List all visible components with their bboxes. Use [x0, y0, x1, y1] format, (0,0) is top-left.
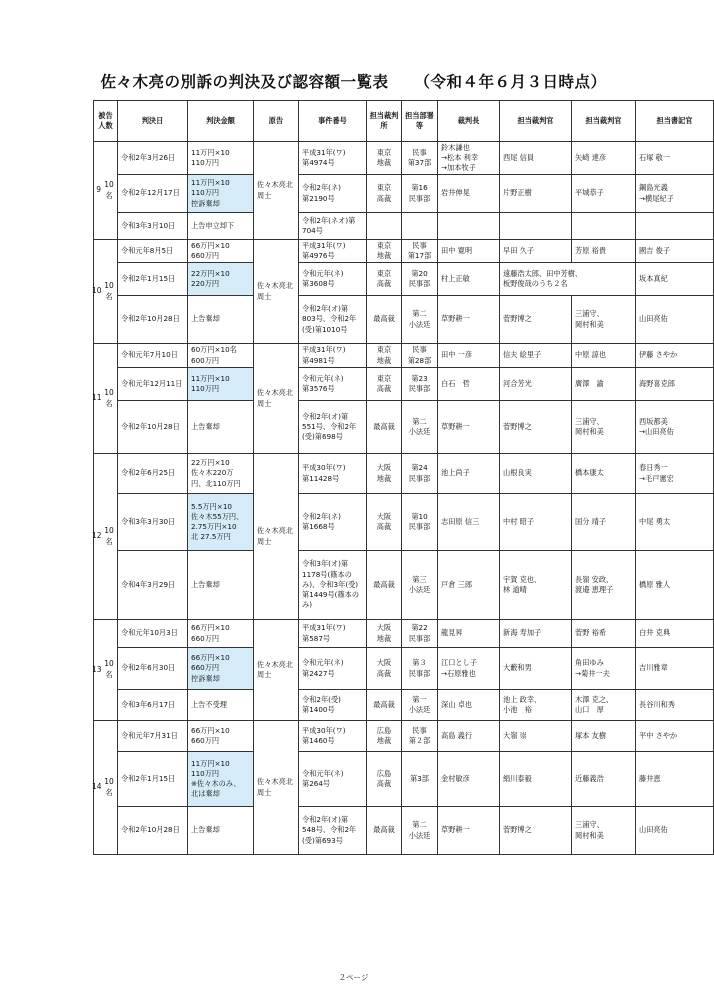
judgment-amount: 66万円×10 660万円 控訴棄却 [188, 648, 254, 690]
department: 第３ 民事部 [402, 648, 438, 690]
associate-judge-2: 中原 諒也 [572, 344, 636, 368]
case-number: 平成31年(ワ) 第587号 [299, 620, 367, 648]
plaintiff: 佐々木亮北周士 [254, 344, 299, 454]
judgment-date: 令和元年7月31日 [118, 721, 188, 752]
chief-judge [438, 213, 500, 240]
judgment-date: 令和3年3月30日 [118, 494, 188, 551]
judgment-amount: 5.5万円×10 佐々木55万円、 2.75万円×10 北 27.5万円 [188, 494, 254, 551]
case-number: 令和2年(オ)第 803号、令和2年 (受)第1010号 [299, 296, 367, 344]
judgment-date: 令和元年7月10日 [118, 344, 188, 368]
table-row [94, 721, 714, 752]
judgment-date: 令和元年12月11日 [118, 368, 188, 401]
associate-judge-1: 池上 政幸、 小池 裕 [500, 690, 572, 721]
chief-judge: 戸倉 三郎 [438, 551, 500, 620]
judgment-date: 令和3年3月10日 [118, 213, 188, 240]
court-clerk: 伊藤 さやか [636, 344, 714, 368]
group-number: 11 [92, 393, 102, 403]
header-court: 担当裁判所 [367, 101, 402, 142]
judgment-date: 令和2年10月28日 [118, 296, 188, 344]
defendant-count-cell [94, 344, 118, 454]
associate-judge-1: 早田 久子 [500, 240, 572, 263]
judgment-amount: 11万円×10 110万円 [188, 368, 254, 401]
chief-judge: 草野耕一 [438, 807, 500, 855]
judgment-date: 令和2年6月25日 [118, 454, 188, 494]
associate-judge-2: 芳原 裕貴 [572, 240, 636, 263]
case-number: 令和元年(ネ) 第3608号 [299, 263, 367, 296]
associate-judge-2: 平城恭子 [572, 175, 636, 213]
associate-judge-2: 矢崎 達彦 [572, 142, 636, 175]
judgment-amount: 60万円×10名 600万円 [188, 344, 254, 368]
table-row [94, 752, 714, 807]
table-row [94, 368, 714, 401]
department: 民事 第17部 [402, 240, 438, 263]
table-row [94, 807, 714, 855]
associate-judge-2: 近藤義浩 [572, 752, 636, 807]
table-row [94, 620, 714, 648]
court-clerk: 藤井恵 [636, 752, 714, 807]
court: 最高裁 [367, 296, 402, 344]
header-clerk: 担当書記官 [636, 101, 714, 142]
court: 東京 高裁 [367, 175, 402, 213]
court-clerk: 鋼島光義 →横尾紀子 [636, 175, 714, 213]
judgment-date: 令和元年10月3日 [118, 620, 188, 648]
court-clerk: 白井 克典 [636, 620, 714, 648]
court: 広島 地裁 [367, 721, 402, 752]
header-department: 担当部署等 [402, 101, 438, 142]
judgment-amount: 66万円×10 660万円 [188, 240, 254, 263]
department: 第24 民事部 [402, 454, 438, 494]
case-number: 令和元年(ネ) 第3576号 [299, 368, 367, 401]
chief-judge: 龍見昇 [438, 620, 500, 648]
department: 民事 第28部 [402, 344, 438, 368]
chief-judge: 金村敏彦 [438, 752, 500, 807]
case-number: 令和2年(ネオ)第 704号 [299, 213, 367, 240]
chief-judge: 鈴木謙也 →松本 利幸 →加本牧子 [438, 142, 500, 175]
department: 第3部 [402, 752, 438, 807]
court-clerk: 坂本真紀 [636, 263, 714, 296]
judgment-date: 令和2年10月28日 [118, 807, 188, 855]
table-row [94, 296, 714, 344]
department: 第二 小法廷 [402, 296, 438, 344]
chief-judge: 江口とし子 →石原雅也 [438, 648, 500, 690]
defendant-count: 10名 [104, 179, 114, 200]
department: 民事 第２部 [402, 721, 438, 752]
header-row [94, 101, 714, 142]
chief-judge: 村上正敏 [438, 263, 500, 296]
associate-judge-1: 菅野博之 [500, 807, 572, 855]
table-row [94, 454, 714, 494]
plaintiff: 佐々木亮北周士 [254, 454, 299, 620]
associate-judge-1: 宇賀 克也、 林 道晴 [500, 551, 572, 620]
judgment-amount: 11万円×10 110万円 控訴棄却 [188, 175, 254, 213]
department: 第10 民事部 [402, 494, 438, 551]
associate-judge-1: 絹川泰毅 [500, 752, 572, 807]
plaintiff: 佐々木亮北周士 [254, 142, 299, 240]
defendant-count-cell [94, 142, 118, 240]
judgment-amount: 22万円×10 220万円 [188, 263, 254, 296]
associate-judge-1: 新海 寿加子 [500, 620, 572, 648]
judgment-amount: 上告申立却下 [188, 213, 254, 240]
department: 第三 小法廷 [402, 551, 438, 620]
table-row [94, 213, 714, 240]
court-clerk: 春日秀一 →毛戸憲宏 [636, 454, 714, 494]
table-row [94, 263, 714, 296]
court: 大阪 地裁 [367, 620, 402, 648]
table-row [94, 240, 714, 263]
associate-judge-1: 菅野博之 [500, 401, 572, 454]
case-number: 平成31年(ワ) 第4981号 [299, 344, 367, 368]
department: 第16 民事部 [402, 175, 438, 213]
court: 最高裁 [367, 401, 402, 454]
department: 第22 民事部 [402, 620, 438, 648]
header-date: 判決日 [118, 101, 188, 142]
court-clerk: 西坂都美 →山田亮佑 [636, 401, 714, 454]
case-number: 平成31年(ワ) 第4976号 [299, 240, 367, 263]
defendant-count-cell [94, 240, 118, 344]
court: 大阪 高裁 [367, 648, 402, 690]
associate-judge-2: 角田ゆみ →菊井一夫 [572, 648, 636, 690]
chief-judge: 高島 義行 [438, 721, 500, 752]
defendant-count-cell [94, 454, 118, 620]
table-row [94, 344, 714, 368]
associate-judge-2: 三浦守、 岡村和美 [572, 401, 636, 454]
case-number: 令和元年(ネ) 第264号 [299, 752, 367, 807]
header-chief-judge: 裁判長 [438, 101, 500, 142]
case-number: 平成30年(ワ) 第1460号 [299, 721, 367, 752]
case-number: 令和2年(ネ) 第1668号 [299, 494, 367, 551]
judgment-date: 令和2年12月17日 [118, 175, 188, 213]
judgment-date: 令和元年8月5日 [118, 240, 188, 263]
judgment-amount: 11万円×10 110万円 [188, 142, 254, 175]
group-number: 9 [96, 185, 101, 195]
judgment-amount: 66万円×10 660万円 [188, 721, 254, 752]
defendant-count: 10名 [104, 525, 114, 546]
table-row [94, 142, 714, 175]
defendant-count: 10名 [104, 280, 114, 301]
associate-judge-1: 西尾 信員 [500, 142, 572, 175]
court: 東京 高裁 [367, 368, 402, 401]
court: 東京 地裁 [367, 344, 402, 368]
associate-judge-1: 山根良実 [500, 454, 572, 494]
court-clerk: 海野喜克郎 [636, 368, 714, 401]
group-number: 14 [92, 782, 102, 792]
case-number: 令和2年(受) 第1400号 [299, 690, 367, 721]
court-clerk: 長谷川和秀 [636, 690, 714, 721]
plaintiff: 佐々木亮北周士 [254, 240, 299, 344]
table-row [94, 401, 714, 454]
associate-judges: 遠藤浩太郎、田中芳樹、 板野俊哉のうち２名 [500, 263, 636, 296]
associate-judge-2: 三浦守、 岡村和美 [572, 296, 636, 344]
court-clerk: 山田亮佑 [636, 807, 714, 855]
chief-judge: 志田原 信三 [438, 494, 500, 551]
court: 広島 高裁 [367, 752, 402, 807]
court-clerk: 國吉 俊子 [636, 240, 714, 263]
case-number: 令和2年(ネ) 第2190号 [299, 175, 367, 213]
court: 最高裁 [367, 690, 402, 721]
defendant-count-cell [94, 721, 118, 855]
plaintiff: 佐々木亮北周士 [254, 721, 299, 855]
chief-judge: 田中 一彦 [438, 344, 500, 368]
case-number: 平成30年(ワ) 第11428号 [299, 454, 367, 494]
department [402, 213, 438, 240]
court-clerk: 中尾 勇太 [636, 494, 714, 551]
court: 大阪 高裁 [367, 494, 402, 551]
title-date: （令和４年６月３日時点） [414, 73, 607, 91]
chief-judge: 深山 卓也 [438, 690, 500, 721]
associate-judge-1: 大藪和男 [500, 648, 572, 690]
judgment-date: 令和3年6月17日 [118, 690, 188, 721]
associate-judge-2: 橋本康太 [572, 454, 636, 494]
chief-judge: 田中 寛明 [438, 240, 500, 263]
judgment-amount: 22万円×10 佐々木220万 円、北110万円 [188, 454, 254, 494]
court-clerk: 橋原 雅人 [636, 551, 714, 620]
judgment-amount: 上告棄却 [188, 551, 254, 620]
case-number: 令和2年(オ)第 551号、令和2年 (受)第698号 [299, 401, 367, 454]
associate-judge-1 [500, 213, 572, 240]
associate-judge-2: 塚本 友樹 [572, 721, 636, 752]
department: 第一 小法廷 [402, 690, 438, 721]
court-clerk: 吉川雅章 [636, 648, 714, 690]
judgment-amount: 上告棄却 [188, 807, 254, 855]
case-number: 令和元年(ネ) 第2427号 [299, 648, 367, 690]
court-clerk: 石塚 敬一 [636, 142, 714, 175]
judgment-date: 令和2年6月30日 [118, 648, 188, 690]
defendant-count: 10名 [104, 776, 114, 797]
table-row [94, 175, 714, 213]
associate-judge-2: 国分 靖子 [572, 494, 636, 551]
associate-judge-1: 中村 昭子 [500, 494, 572, 551]
judgment-amount: 上告棄却 [188, 296, 254, 344]
group-number: 10 [92, 286, 102, 296]
associate-judge-1: 信夫 絵里子 [500, 344, 572, 368]
defendant-count: 10名 [104, 387, 114, 408]
associate-judge-1: 片野正樹 [500, 175, 572, 213]
chief-judge: 岩井伸晃 [438, 175, 500, 213]
court-clerk: 山田亮佑 [636, 296, 714, 344]
table-row [94, 551, 714, 620]
chief-judge: 草野耕一 [438, 401, 500, 454]
associate-judge-1: 大嶺 崇 [500, 721, 572, 752]
chief-judge: 草野耕一 [438, 296, 500, 344]
judgment-date: 令和4年3月29日 [118, 551, 188, 620]
table-row [94, 690, 714, 721]
case-number: 令和2年(オ)第 548号、令和2年 (受)第693号 [299, 807, 367, 855]
associate-judge-2: 三浦守、 岡村和美 [572, 807, 636, 855]
defendant-count: 10名 [104, 659, 114, 679]
judgment-date: 令和2年10月28日 [118, 401, 188, 454]
judgment-date: 令和2年1月15日 [118, 263, 188, 296]
department: 第20 民事部 [402, 263, 438, 296]
associate-judge-1: 河合芳光 [500, 368, 572, 401]
header-judge-2: 担当裁判官 [572, 101, 636, 142]
associate-judge-1: 菅野博之 [500, 296, 572, 344]
judgment-date: 令和2年1月15日 [118, 752, 188, 807]
judgment-amount: 上告不受理 [188, 690, 254, 721]
chief-judge: 池上尚子 [438, 454, 500, 494]
chief-judge: 白石 哲 [438, 368, 500, 401]
table-body [94, 142, 714, 855]
associate-judge-2: 木澤 克之、 山口 厚 [572, 690, 636, 721]
associate-judge-2: 菅野 裕希 [572, 620, 636, 648]
table-row [94, 648, 714, 690]
court: 東京 地裁 [367, 240, 402, 263]
judgment-amount: 11万円×10 110万円 ※佐々木のみ、 北は棄却 [188, 752, 254, 807]
court: 最高裁 [367, 807, 402, 855]
department: 第二 小法廷 [402, 401, 438, 454]
court: 東京 高裁 [367, 263, 402, 296]
judgment-table [93, 100, 714, 855]
court-clerk [636, 213, 714, 240]
court: 東京 地裁 [367, 142, 402, 175]
page-title: 佐々木亮の別訴の判決及び認容額一覧表 （令和４年６月３日時点） [100, 73, 607, 91]
associate-judge-2: 廣澤 諭 [572, 368, 636, 401]
judgment-amount: 66万円×10 660万円 [188, 620, 254, 648]
group-number: 13 [92, 664, 102, 674]
court: 最高裁 [367, 551, 402, 620]
department: 第二 小法廷 [402, 807, 438, 855]
department: 民事 第37部 [402, 142, 438, 175]
table-row [94, 494, 714, 551]
defendant-count-cell [94, 620, 118, 721]
associate-judge-2: 長嶺 安政、 渡邉 恵理子 [572, 551, 636, 620]
judgment-amount: 上告棄却 [188, 401, 254, 454]
court: 大阪 地裁 [367, 454, 402, 494]
associate-judge-2 [572, 213, 636, 240]
court [367, 213, 402, 240]
group-number: 12 [92, 531, 102, 541]
case-number: 令和3年(オ)第 1178号(篠本の み)、令和3年(受) 第1449号(篠本の み) [299, 551, 367, 620]
court-clerk: 平中 さやか [636, 721, 714, 752]
header-amount: 判決金額 [188, 101, 254, 142]
header-case-number: 事件番号 [299, 101, 367, 142]
case-number: 平成31年(ワ) 第4974号 [299, 142, 367, 175]
header-plaintiff: 原告 [254, 101, 299, 142]
department: 第23 民事部 [402, 368, 438, 401]
plaintiff: 佐々木亮北周士 [254, 620, 299, 721]
header-defendants: 被告人数 [94, 101, 118, 142]
judgment-date: 令和2年3月26日 [118, 142, 188, 175]
header-judge-1: 担当裁判官 [500, 101, 572, 142]
page-number: ２ページ [338, 973, 369, 982]
